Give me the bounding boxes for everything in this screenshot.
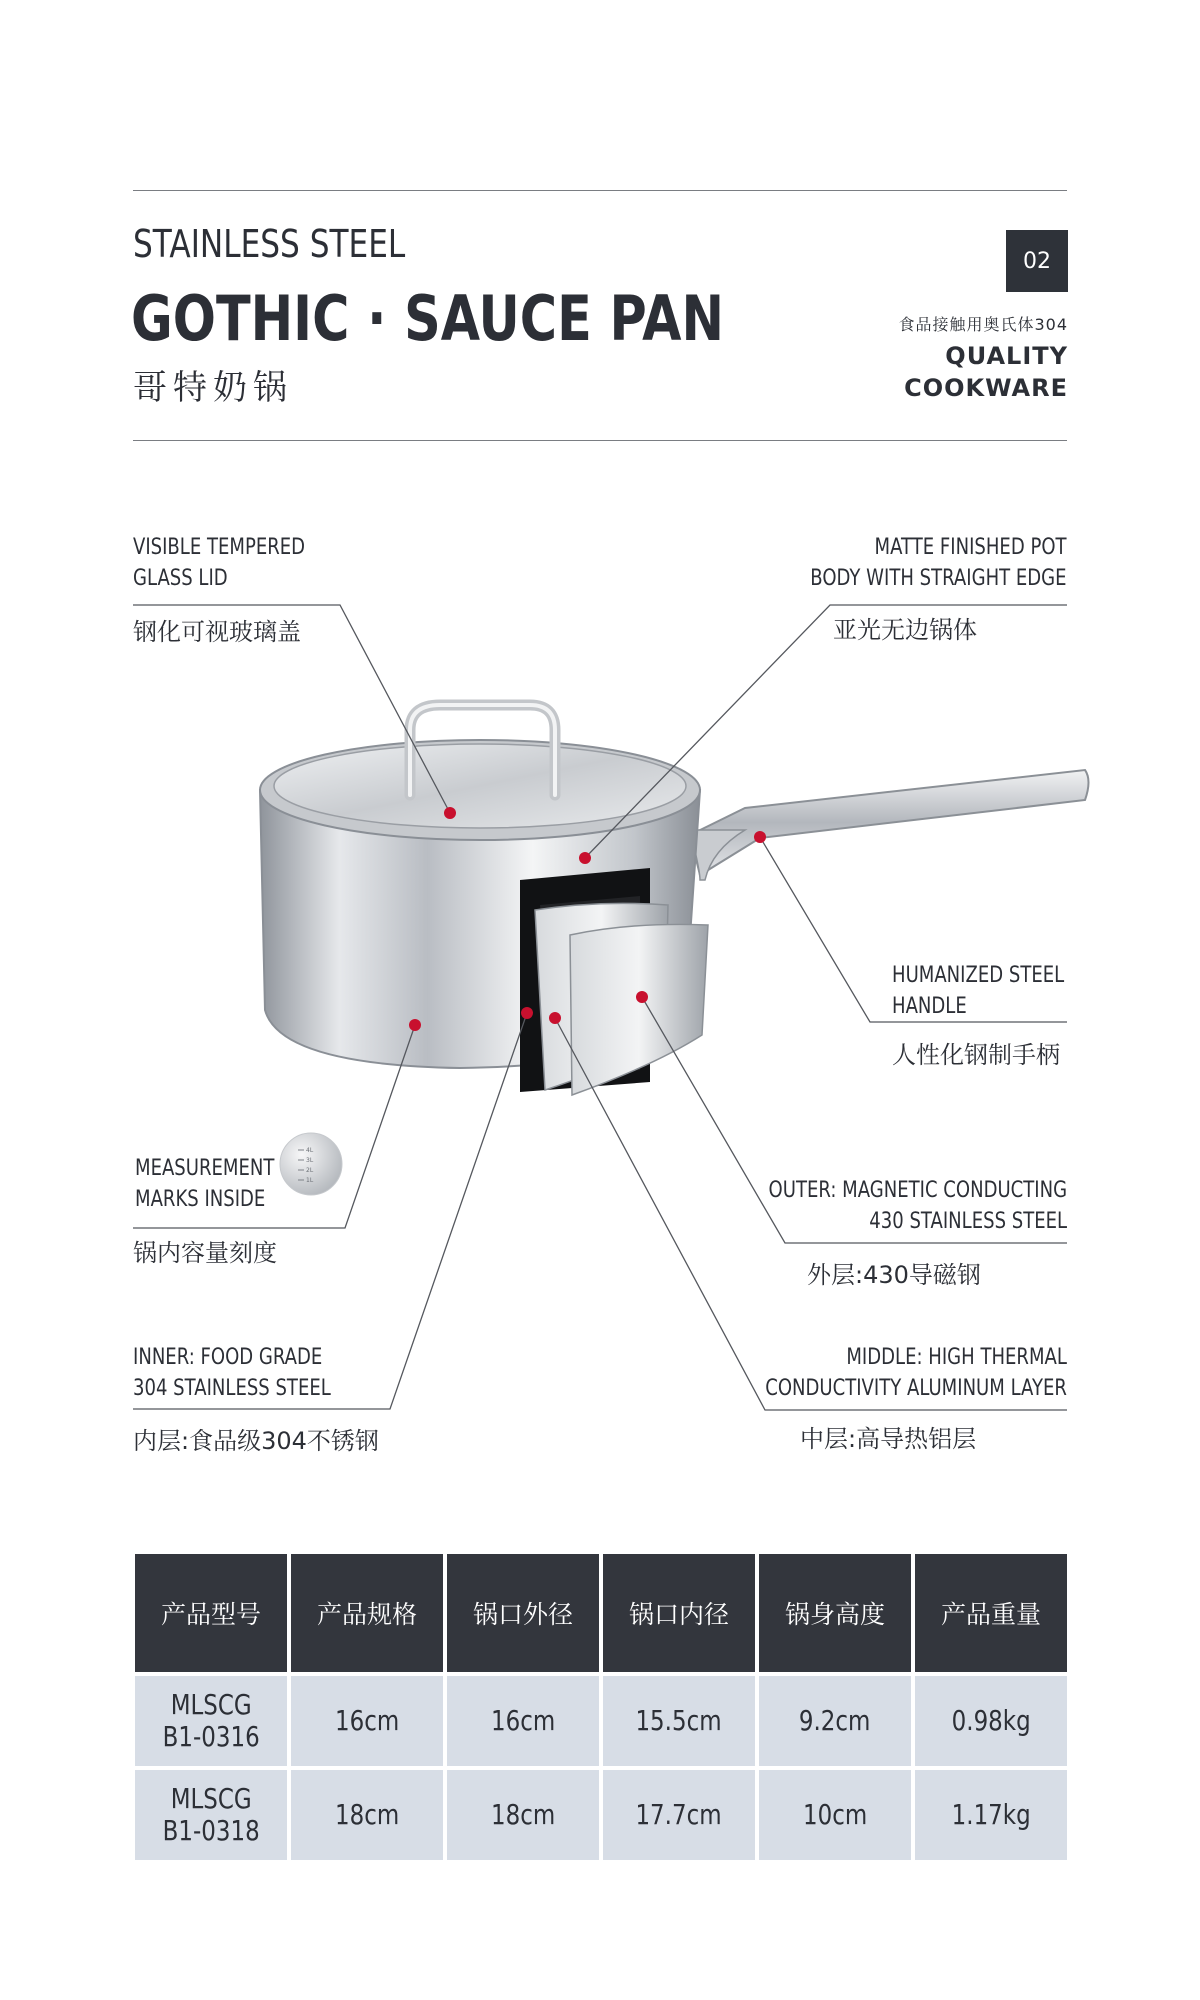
dot-middle: [549, 1012, 561, 1024]
material-note: 食品接触用奥氏体304: [898, 315, 1068, 334]
inner-value: 15.5cm: [635, 1704, 723, 1737]
dot-marks: [409, 1019, 421, 1031]
table-row: [135, 1676, 1067, 1766]
product-title: GOTHIC · SAUCE PAN: [131, 282, 725, 355]
callout-outer-en: OUTER: MAGNETIC CONDUCTING 430 STAINLESS STEEL: [768, 1178, 1067, 1234]
callout-body-en: MATTE FINISHED POT BODY WITH STRAIGHT EDGE: [810, 535, 1067, 591]
callout-body-cn: 亚光无边锅体: [833, 616, 977, 644]
measure-mark-2l: 2L: [306, 1167, 314, 1174]
model-value: MLSCG B1-0318: [162, 1782, 260, 1847]
dot-outer: [636, 991, 648, 1003]
cell-size: [291, 1676, 443, 1766]
measure-mark-4l: 4L: [306, 1147, 314, 1154]
outer-value: 16cm: [490, 1704, 556, 1737]
height-value: 9.2cm: [799, 1704, 871, 1737]
callout-inner-en: INNER: FOOD GRADE 304 STAINLESS STEEL: [133, 1345, 331, 1401]
header-model: 产品型号: [135, 1554, 287, 1672]
callout-handle-en: HUMANIZED STEEL HANDLE: [892, 963, 1065, 1019]
dot-inner: [521, 1007, 533, 1019]
measure-mark-3l: 3L: [306, 1157, 314, 1164]
tagline-line2: COOKWARE: [904, 374, 1068, 402]
measurement-marks-icon: [280, 1133, 342, 1195]
weight-value: 0.98kg: [951, 1704, 1031, 1737]
callout-outer-cn: 外层:430导磁钢: [807, 1261, 981, 1289]
product-title-cn: 哥特奶锅: [133, 368, 293, 408]
cell-weight: [915, 1676, 1067, 1766]
cell-weight: [915, 1770, 1067, 1860]
table-row: [135, 1770, 1067, 1860]
cell-height: [759, 1770, 911, 1860]
dot-handle: [754, 831, 766, 843]
header-size: 产品规格: [291, 1554, 443, 1672]
cell-height: [759, 1676, 911, 1766]
cell-model: [135, 1676, 287, 1766]
header-height: 锅身高度: [759, 1554, 911, 1672]
header-outer-diameter: 锅口外径: [447, 1554, 599, 1672]
cell-size: [291, 1770, 443, 1860]
cell-inner: [603, 1676, 755, 1766]
dot-body: [579, 852, 591, 864]
callout-handle-cn: 人性化钢制手柄: [892, 1041, 1060, 1069]
callout-middle-en: MIDDLE: HIGH THERMAL CONDUCTIVITY ALUMINUM LAYER: [765, 1345, 1067, 1401]
callout-marks-cn: 锅内容量刻度: [133, 1239, 277, 1267]
callout-inner-cn: 内层:食品级304不锈钢: [133, 1427, 379, 1455]
tagline-line1: QUALITY: [945, 342, 1068, 370]
page-number-badge: 02: [1006, 230, 1068, 292]
pan-handle: [690, 770, 1089, 880]
cell-model: [135, 1770, 287, 1860]
inner-value: 17.7cm: [635, 1798, 723, 1831]
spec-table: [131, 1550, 1071, 1864]
header-weight: 产品重量: [915, 1554, 1067, 1672]
outer-value: 18cm: [490, 1798, 556, 1831]
cell-inner: [603, 1770, 755, 1860]
cell-outer: [447, 1770, 599, 1860]
dot-lid: [444, 807, 456, 819]
measure-mark-1l: 1L: [306, 1177, 314, 1184]
callout-middle-cn: 中层:高导热铝层: [800, 1425, 977, 1453]
spec-header-row: [135, 1554, 1067, 1672]
callout-lid-cn: 钢化可视玻璃盖: [133, 618, 301, 646]
header-inner-diameter: 锅口内径: [603, 1554, 755, 1672]
weight-value: 1.17kg: [951, 1798, 1031, 1831]
callout-lid-en: VISIBLE TEMPERED GLASS LID: [133, 535, 306, 591]
model-value: MLSCG B1-0316: [162, 1688, 260, 1753]
size-value: 16cm: [334, 1704, 400, 1737]
height-value: 10cm: [802, 1798, 868, 1831]
cell-outer: [447, 1676, 599, 1766]
callout-marks-en: MEASUREMENT MARKS INSIDE: [135, 1156, 275, 1212]
size-value: 18cm: [334, 1798, 400, 1831]
product-subtitle: STAINLESS STEEL: [133, 222, 406, 266]
